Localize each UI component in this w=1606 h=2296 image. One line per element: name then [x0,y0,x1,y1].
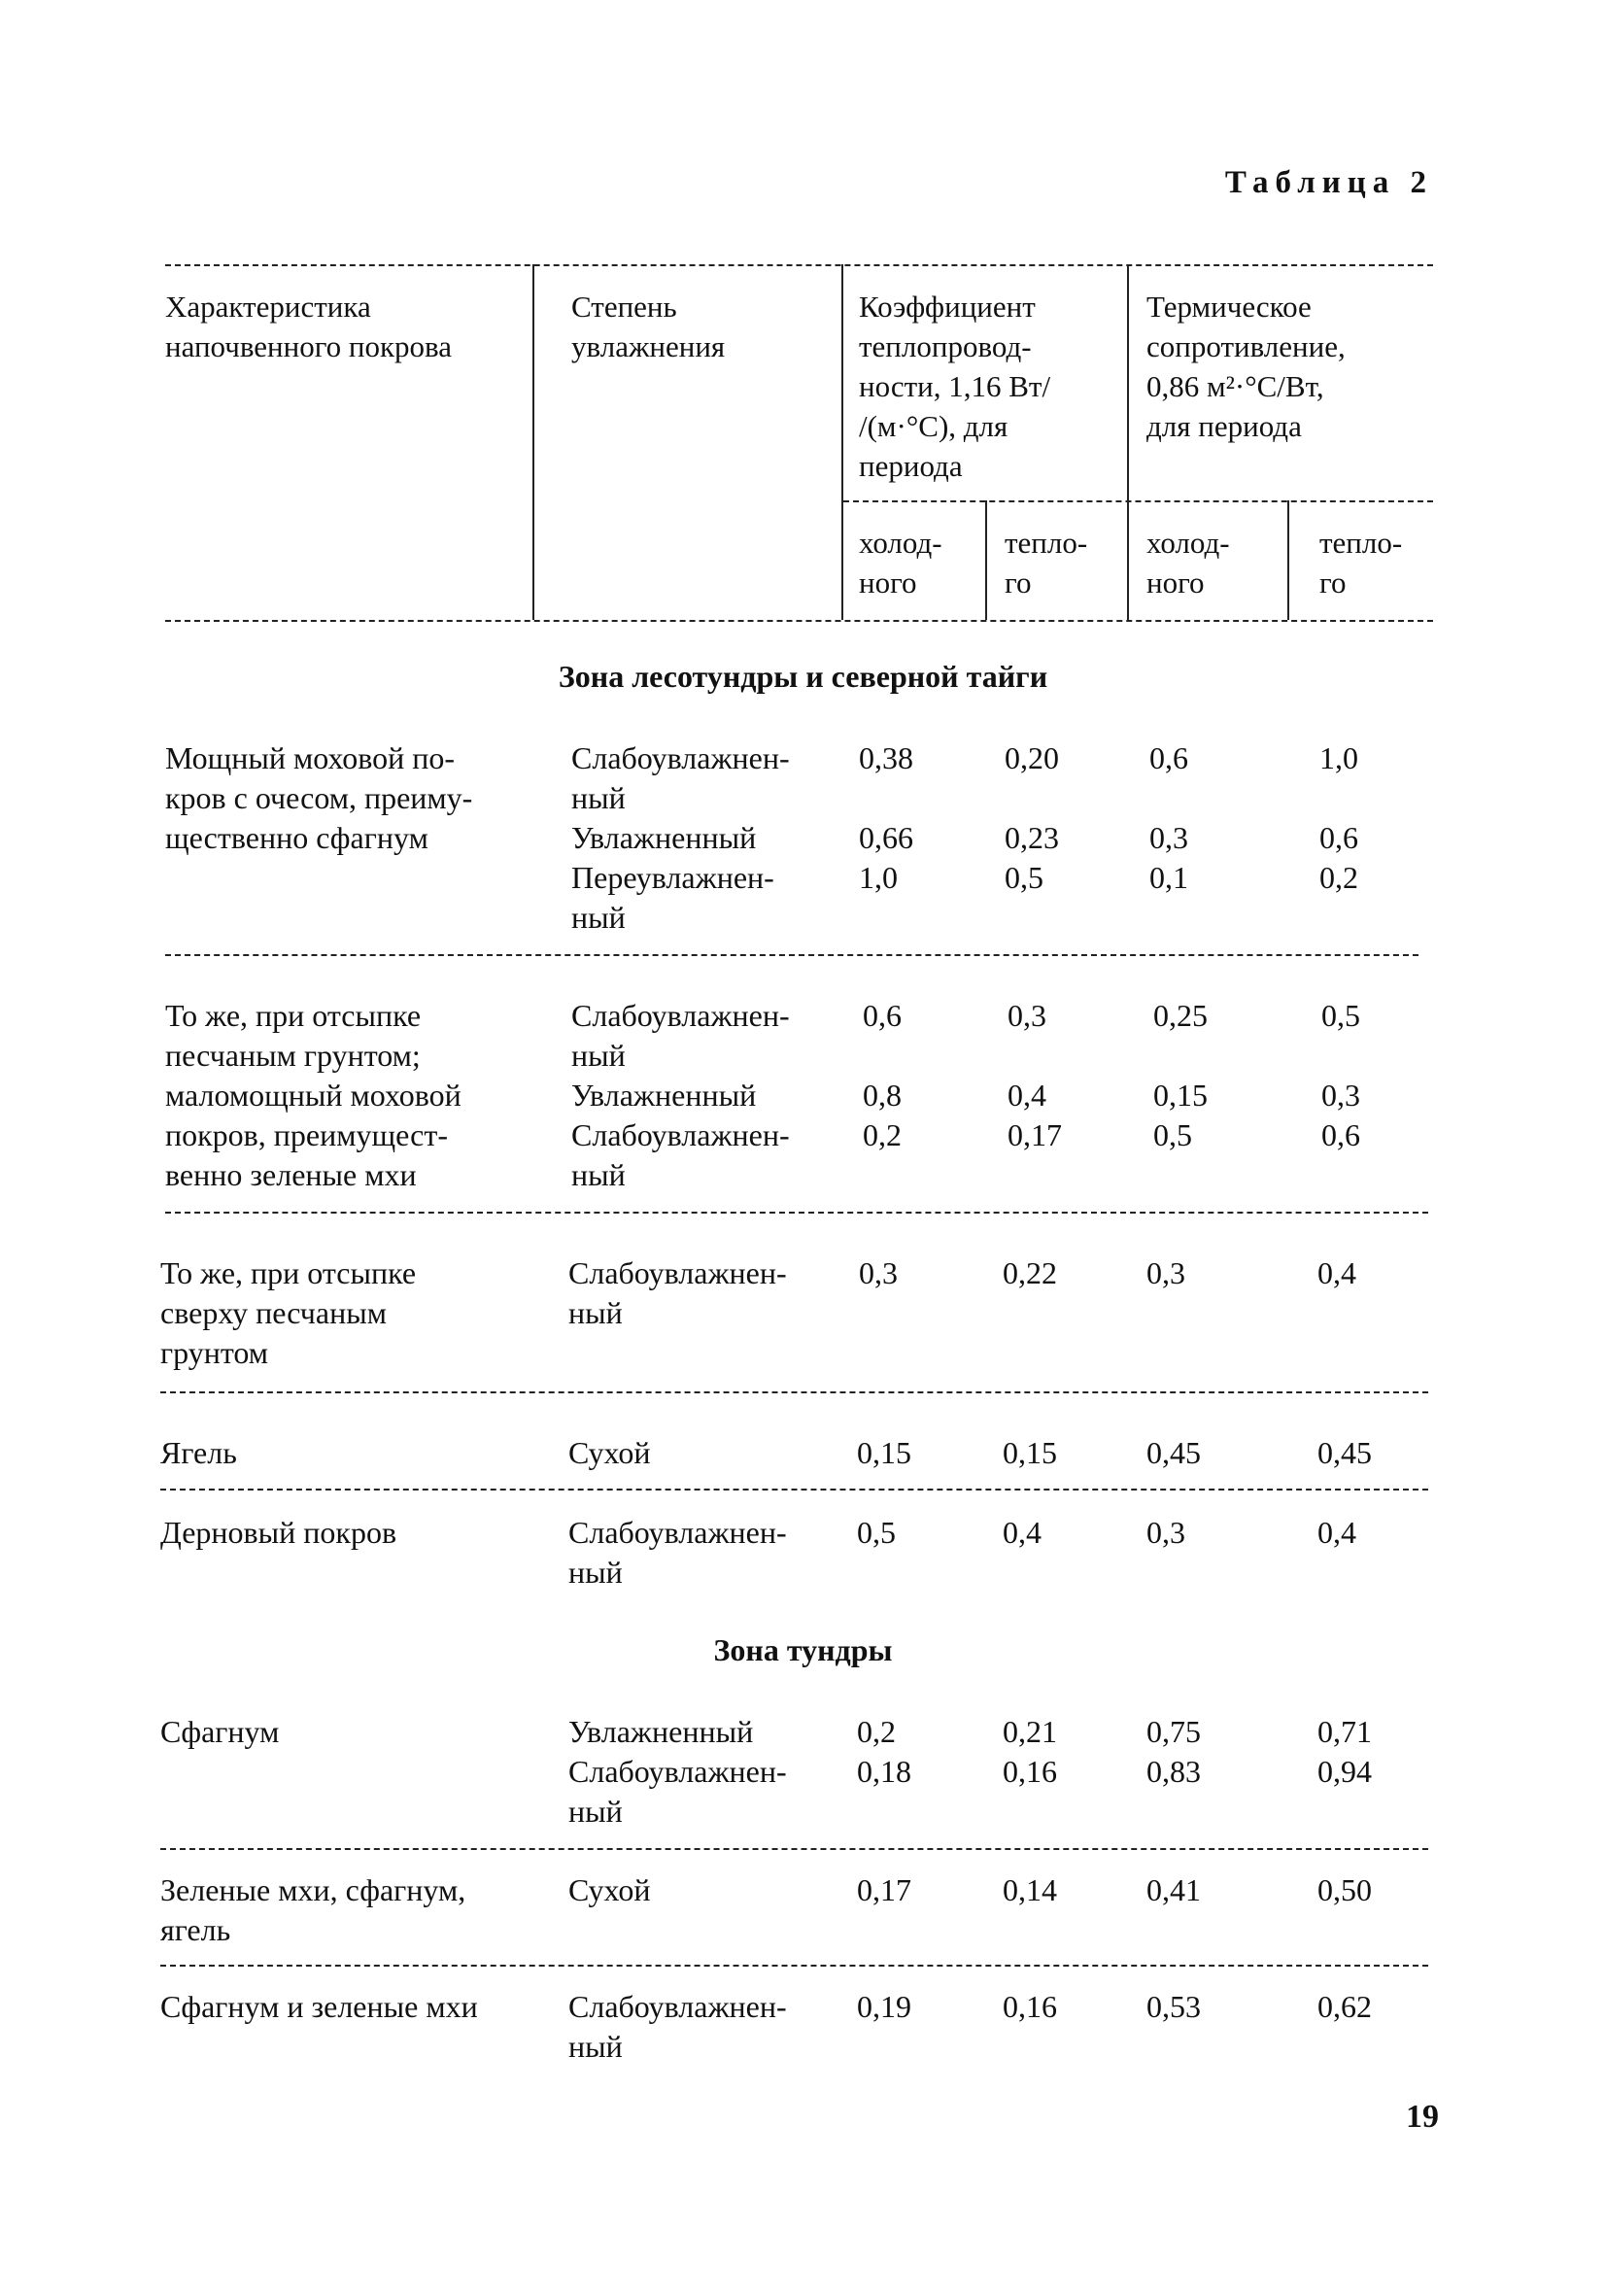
r-cold-cell: 0,53 [1146,1989,1201,2024]
r-cold-cell: 0,1 [1149,860,1188,895]
k-warm-cell: 0,17 [1008,1117,1062,1152]
cover-cell: Сфагнум и зеленые мхи [160,1989,478,2024]
r-warm-cell: 0,5 [1321,998,1360,1033]
zone-title: Зона лесотундры и северной тайги [558,659,1048,694]
k-cold-cell: 0,38 [859,740,913,775]
r-warm-cell: 0,50 [1317,1872,1372,1907]
r-cold-cell: 0,45 [1146,1435,1201,1470]
header-vline-2 [841,264,843,620]
r-warm-cell: 0,6 [1319,820,1358,855]
header-top-rule [165,264,1433,266]
cover-cell: Сфагнум [160,1714,280,1749]
cover-cell: Ягель [160,1435,237,1470]
r-cold-cell: 0,15 [1153,1078,1208,1113]
page-number: 19 [1406,2099,1439,2135]
moisture-cell: Слабоувлажнен- ный [568,1255,787,1330]
cover-cell: Мощный моховой по- кров с очесом, преиму- щественно сфагнум [165,740,473,855]
k-warm-cell: 0,22 [1003,1255,1057,1290]
cover-cell: То же, при отсыпке песчаным грунтом; маломощный моховой покров, преимущест- венно зеленые мхи [165,998,461,1192]
r-cold-cell: 0,41 [1146,1872,1201,1907]
r-cold-cell: 0,25 [1153,998,1208,1033]
zone-title: Зона тундры [713,1632,893,1667]
r-warm-cell: 1,0 [1319,740,1358,775]
moisture-cell: Слабоувлажнен- ный [568,1754,787,1829]
k-cold-cell: 0,2 [863,1117,902,1152]
k-cold-cell: 0,8 [863,1078,902,1113]
header-r-cold: холод- ного [1146,526,1230,600]
header-r-warm: тепло- го [1319,526,1403,600]
r-warm-cell: 0,6 [1321,1117,1360,1152]
cover-cell: То же, при отсыпке сверху песчаным грунтом [160,1255,417,1370]
header-conductivity: Коэффициент теплопровод- ности, 1,16 Вт/ /(м·°С), для периода [859,290,1051,483]
k-warm-cell: 0,3 [1008,998,1046,1033]
r-warm-cell: 0,4 [1317,1515,1356,1550]
cover-cell: Дерновый покров [160,1515,397,1550]
k-warm-cell: 0,16 [1003,1754,1057,1789]
k-cold-cell: 0,18 [857,1754,911,1789]
r-warm-cell: 0,94 [1317,1754,1372,1789]
r-cold-cell: 0,3 [1146,1515,1185,1550]
header-vline-sub-r [1287,500,1289,620]
moisture-cell: Слабоувлажнен- ный [571,1117,790,1192]
header-cover: Характеристика напочвенного покрова [165,290,453,363]
moisture-cell: Слабоувлажнен- ный [571,740,790,815]
moisture-cell: Увлажненный [568,1714,754,1749]
k-warm-cell: 0,4 [1008,1078,1046,1113]
header-moisture: Степень увлажнения [571,290,726,363]
k-warm-cell: 0,4 [1003,1515,1042,1550]
k-warm-cell: 0,23 [1005,820,1059,855]
header-bottom-rule [165,620,1433,622]
header-resistance: Термическое сопротивление, 0,86 м²·°С/Вт, для периода [1146,290,1346,443]
moisture-cell: Слабоувлажнен- ный [568,1515,787,1590]
table-caption: Таблица 2 [1224,165,1433,200]
header-k-warm: тепло- го [1005,526,1088,600]
k-warm-cell: 0,14 [1003,1872,1057,1907]
row-separator [160,1848,1428,1850]
k-cold-cell: 0,2 [857,1714,896,1749]
row-separator [165,954,1418,956]
k-warm-cell: 0,16 [1003,1989,1057,2024]
header-k-cold: холод- ного [859,526,942,600]
r-cold-cell: 0,83 [1146,1754,1201,1789]
r-cold-cell: 0,5 [1153,1117,1192,1152]
r-warm-cell: 0,4 [1317,1255,1356,1290]
k-cold-cell: 0,19 [857,1989,911,2024]
moisture-cell: Сухой [568,1872,651,1907]
r-warm-cell: 0,62 [1317,1989,1372,2024]
cover-cell: Зеленые мхи, сфагнум, ягель [160,1872,466,1947]
moisture-cell: Переувлажнен- ный [571,860,774,935]
k-cold-cell: 1,0 [859,860,898,895]
k-warm-cell: 0,5 [1005,860,1043,895]
header-sub-rule [843,500,1433,502]
r-cold-cell: 0,3 [1149,820,1188,855]
r-warm-cell: 0,3 [1321,1078,1360,1113]
header-vline-1 [532,264,534,620]
row-separator [165,1212,1428,1214]
moisture-cell: Увлажненный [571,1078,757,1113]
k-cold-cell: 0,66 [859,820,913,855]
moisture-cell: Сухой [568,1435,651,1470]
r-cold-cell: 0,6 [1149,740,1188,775]
row-separator [160,1965,1428,1967]
k-cold-cell: 0,5 [857,1515,896,1550]
k-warm-cell: 0,15 [1003,1435,1057,1470]
r-cold-cell: 0,75 [1146,1714,1201,1749]
row-separator [160,1489,1428,1491]
r-cold-cell: 0,3 [1146,1255,1185,1290]
k-warm-cell: 0,21 [1003,1714,1057,1749]
header-vline-3 [1127,264,1129,620]
moisture-cell: Увлажненный [571,820,757,855]
k-warm-cell: 0,20 [1005,740,1059,775]
k-cold-cell: 0,6 [863,998,902,1033]
moisture-cell: Слабоувлажнен- ный [568,1989,787,2064]
k-cold-cell: 0,3 [859,1255,898,1290]
r-warm-cell: 0,45 [1317,1435,1372,1470]
k-cold-cell: 0,17 [857,1872,911,1907]
moisture-cell: Слабоувлажнен- ный [571,998,790,1073]
k-cold-cell: 0,15 [857,1435,911,1470]
r-warm-cell: 0,2 [1319,860,1358,895]
row-separator [160,1391,1428,1393]
r-warm-cell: 0,71 [1317,1714,1372,1749]
header-vline-sub-k [985,500,987,620]
